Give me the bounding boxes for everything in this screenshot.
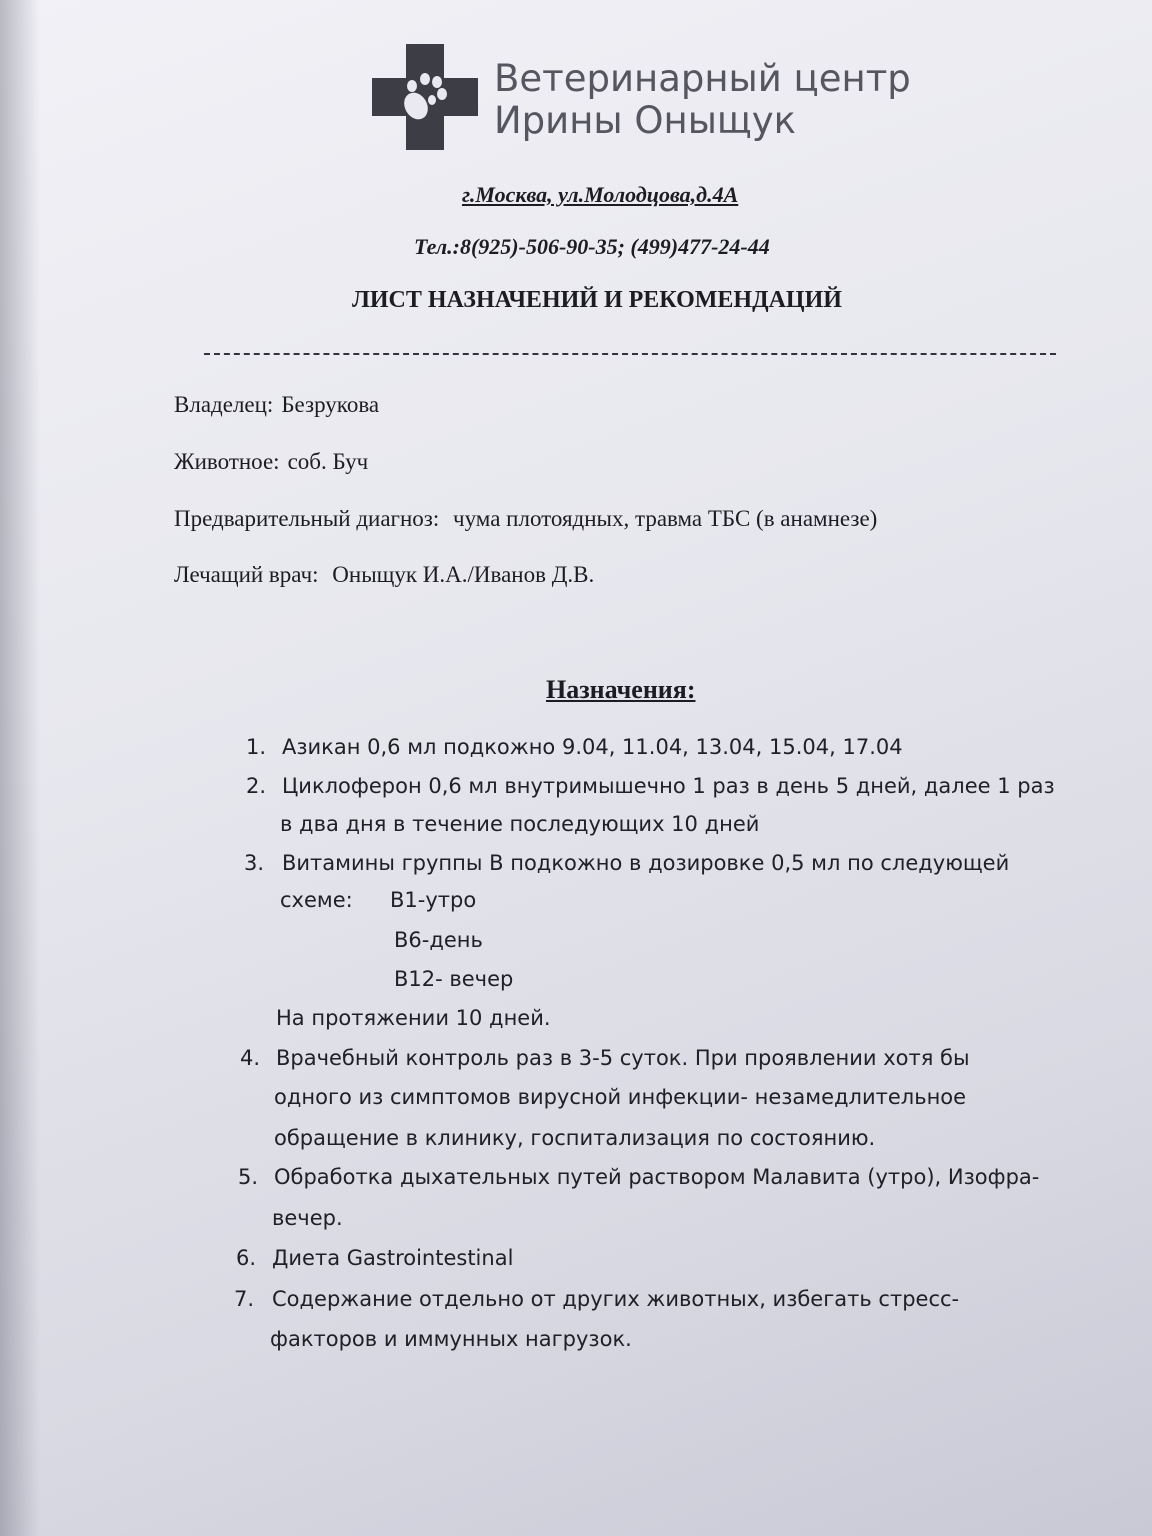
clinic-logo-icon — [372, 44, 478, 150]
clinic-phone: Тел.:8(925)-506-90-35; (499)477-24-44 — [414, 234, 770, 259]
item-number: 3. — [244, 851, 265, 875]
document-title: ЛИСТ НАЗНАЧЕНИЙ И РЕКОМЕНДАЦИЙ — [352, 287, 842, 313]
item-text-line: вечер. — [272, 1206, 343, 1230]
doctor-field — [174, 562, 594, 588]
item-text-line: В12- вечер — [394, 967, 514, 991]
diagnosis-value: чума плотоядных, травма ТБС (в анамнезе) — [447, 506, 878, 531]
item-text-line: В6-день — [394, 928, 483, 952]
item-number: 1. — [246, 735, 267, 759]
doctor-label: Лечащий врач: — [174, 562, 319, 587]
item-text-line: в два дня в течение последующих 10 дней — [280, 812, 760, 836]
clinic-address: г.Москва, ул.Молодцова,д.4А — [462, 182, 739, 207]
item-text-line: Диета Gastrointestinal — [272, 1246, 514, 1270]
animal-field — [174, 449, 368, 475]
item-text-line: схеме: — [280, 888, 353, 912]
item-text-line: обращение в клинику, госпитализация по состоянию. — [274, 1126, 876, 1150]
item-text-line: одного из симптомов вирусной инфекции- незамедлительное — [274, 1085, 967, 1109]
item-number: 2. — [246, 774, 267, 798]
diagnosis-label: Предварительный диагноз: — [174, 506, 440, 531]
item-number: 4. — [240, 1046, 261, 1070]
item-text-line: Содержание отдельно от других животных, избегать стресс- — [272, 1287, 960, 1311]
animal-value: соб. Буч — [287, 449, 369, 474]
owner-label: Владелец: — [174, 392, 274, 417]
clinic-name — [494, 58, 911, 142]
owner-field — [174, 392, 379, 418]
page-edge-shadow — [0, 0, 40, 1536]
item-number: 7. — [234, 1287, 255, 1311]
item-text-line: Врачебный контроль раз в 3-5 суток. При проявлении хотя бы — [276, 1046, 970, 1070]
item-text-line: Витамины группы В подкожно в дозировке 0,5 мл по следующей — [282, 851, 1010, 875]
item-text-line: Обработка дыхательных путей раствором Малавита (утро), Изофра- — [274, 1165, 1040, 1189]
item-text-line: Циклоферон 0,6 мл внутримышечно 1 раз в день 5 дней, далее 1 раз — [282, 774, 1055, 798]
item-text-line: На протяжении 10 дней. — [276, 1006, 551, 1030]
dashed-divider — [204, 353, 1056, 355]
item-text-line: В1-утро — [390, 888, 477, 912]
doctor-value: Оныщук И.А./Иванов Д.В. — [326, 562, 595, 587]
prescriptions-title: Назначения: — [546, 675, 696, 704]
item-number: 6. — [236, 1246, 257, 1270]
diagnosis-field — [174, 506, 877, 532]
clinic-name-line2: Ирины Оныщук — [494, 99, 796, 142]
item-number: 5. — [238, 1165, 259, 1189]
item-text-line: Азикан 0,6 мл подкожно 9.04, 11.04, 13.04, 15.04, 17.04 — [282, 735, 903, 759]
animal-label: Животное: — [174, 449, 280, 474]
clinic-name-line1: Ветеринарный центр — [494, 57, 911, 100]
owner-value: Безрукова — [281, 392, 380, 417]
item-text-line: факторов и иммунных нагрузок. — [270, 1327, 632, 1351]
